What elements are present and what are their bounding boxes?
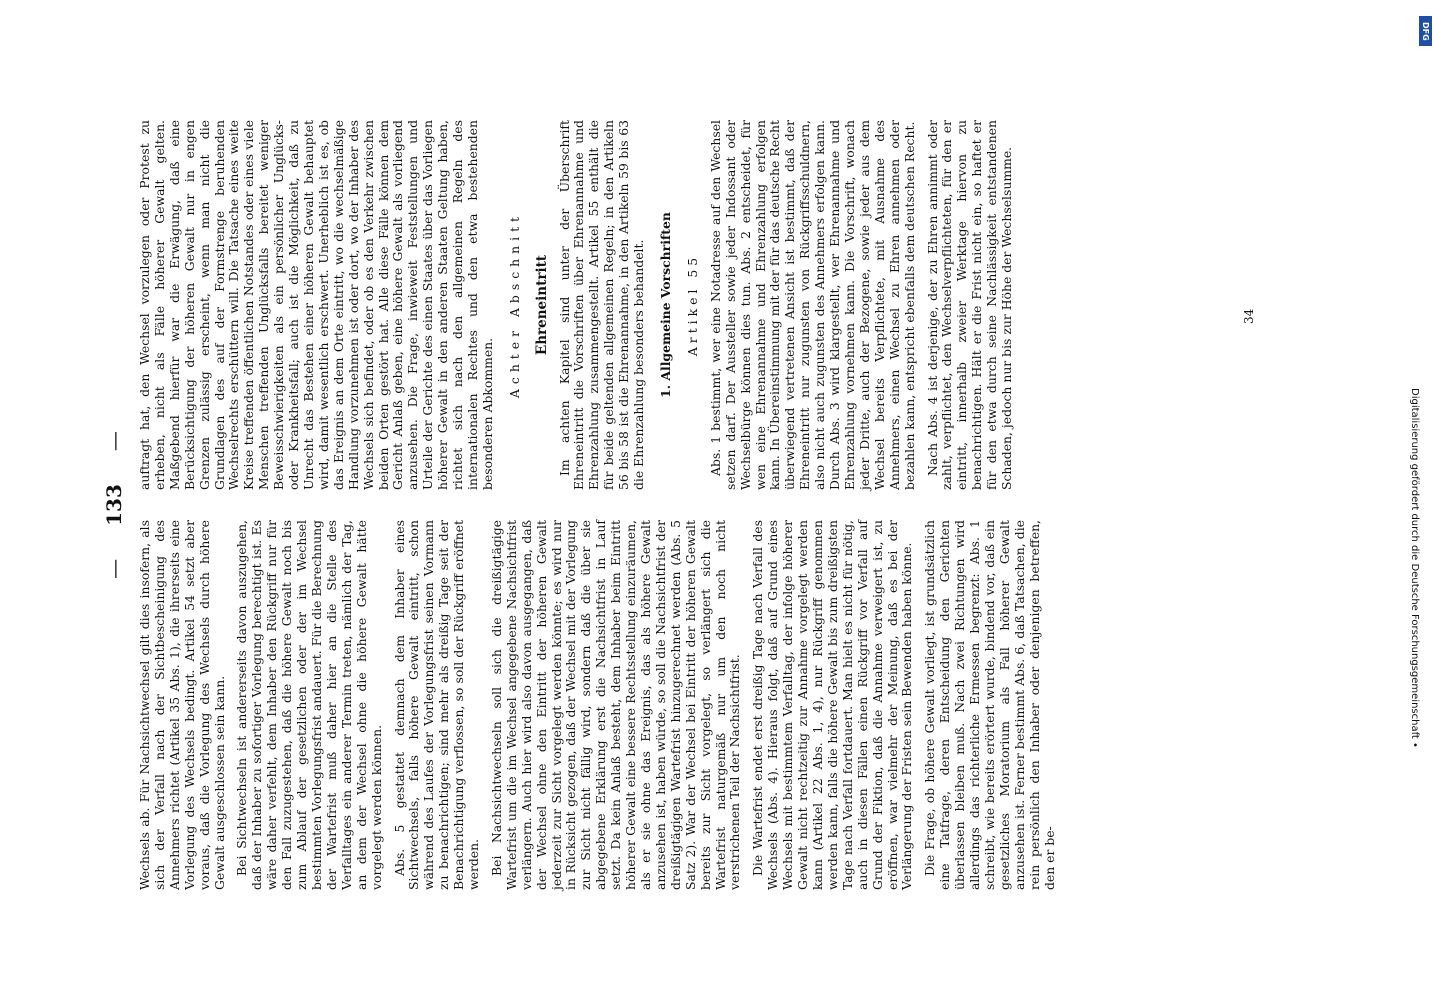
- paragraph: Bei Nachsichtwechseln soll sich die dreißigtägige Wartefrist um die im Wechsel angegebene Nachsichtfrist verlängern. Auch hier wird also davon ausgegangen, daß der Wechsel ohne den Eintritt der höheren Gewalt jederzeit zur Sicht vorgelegt werden könnte; es wird nur in Rücksicht gezogen, daß der Wechsel mit der Vorlegung zur Sicht nicht fällig wird, sondern daß die über sie abgegebene Erklärung erst die Nachsichtfrist in Lauf setzt. Da kein Anlaß besteht, dem Inhaber beim Eintritt höherer Gewalt eine bessere Rechtsstellung einzuräumen, als er sie ohne das Ereignis, das als höhere Gewalt anzusehen ist, haben würde, so soll die Nachsichtfrist der dreißigtägigen Wartefrist hinzugerechnet werden (Abs. 5 Satz 2). War der Wechsel bei Eintritt der höheren Gewalt bereits zur Sicht vorgelegt, so verlängert sich die Wartefrist naturgemäß nur um den noch nicht verstrichenen Teil der Nachsichtfrist.: [488, 520, 743, 890]
- paragraph: Abs. 5 gestattet demnach dem Inhaber eines Sichtwechsels, falls höhere Gewalt eintritt, schon während des Laufes der Vorlegungsfrist seinen Vormann zu benachrichtigen; sind mehr als dreißig Tage seit der Benachrichtigung verflossen, so soll der Rückgriff eröffnet werden.: [391, 520, 482, 890]
- digitization-credit: Digitalisierung gefördert durch die Deutsche Forschungsgemeinschaft •: [1409, 388, 1420, 748]
- article-title: Artikel 55: [684, 253, 700, 357]
- section-subtitle: Ehreneintritt: [533, 254, 550, 356]
- header-dash-left: —: [102, 558, 126, 579]
- page-number: 133: [102, 484, 126, 526]
- footer-folio: 34: [1242, 308, 1256, 324]
- paragraph: Wechsels ab. Für Nachsichtwechsel gilt dies insofern, als sich der Verfall nach der Sichtbescheinigung des Annehmers richtet (Artikel 35 Abs. 1), die ihrerseits eine Vorlegung des Wechsels bedingt. Artikel 54 setzt aber voraus, daß die Vorlegung des Wechsels durch höhere Gewalt ausgeschlossen sein kann.: [137, 520, 227, 890]
- paragraph: Die Frage, ob höhere Gewalt vorliegt, ist grundsätzlich eine Tatfrage, deren Entscheidung den Gerichten überlassen bleiben muß. Nach zwei Richtungen wird allerdings das richterliche Ermessen begrenzt: Abs. 1 schreibt, wie bereits erörtert wurde, bindend vor, daß ein gesetzliches Moratorium als Fall höherer Gewalt anzusehen ist. Ferner bestimmt Abs. 6, daß Tatsachen, die rein persönlich den Inhaber oder denjenigen betreffen, den er be-: [922, 520, 1057, 890]
- paragraph: Abs. 1 bestimmt, wer eine Notadresse auf den Wechsel setzen darf. Der Aussteller sowie jeder Indossant oder Wechselbürge können dies tun. Abs. 2 entscheidet, für wen eine Ehrenannahme und Ehrenzahlung erfolgen kann. In Übereinstimmung mit der für das deutsche Recht überwiegend vertretenen Ansicht ist bestimmt, daß der Ehreneintritt nur zugunsten von Rückgriffsschuldnern, also nicht auch zugunsten des Annehmers erfolgen kann. Durch Abs. 3 wird klargestellt, wer Ehrenannahme und Ehrenzahlung vornehmen kann. Die Vorschrift, wonach jeder Dritte, auch der Bezogene, sowie jeder aus dem Wechsel bereits Verpflichtete, mit Ausnahme des Annehmers, einen Wechsel zu Ehren annehmen oder bezahlen kann, entspricht ebenfalls dem deutschen Recht.: [707, 120, 917, 490]
- paragraph: Nach Abs. 4 ist derjenige, der zu Ehren annimmt oder zahlt, verpflichtet, den Wechselverpflichteten, für den er eintritt, innerhalb zweier Werktage hiervon zu benachrichtigen. Hält er die Frist nicht ein, so haftet er für den etwa durch seine Nachlässigkeit entstandenen Schaden, jedoch nur bis zur Höhe der Wechselsumme.: [924, 120, 1015, 490]
- section-title: Achter Abschnitt: [506, 211, 522, 399]
- header-dash-right: —: [102, 431, 126, 452]
- page-header: [102, 120, 132, 890]
- paragraph: Die Wartefrist endet erst dreißig Tage nach Verfall des Wechsels (Abs. 4). Hieraus folgt, daß auf Grund eines Wechsels mit bestimmtem Verfalltag, der infolge höherer Gewalt nicht rechtzeitig zur Annahme vorgelegt werden kann (Artikel 22 Abs. 1, 4), nur Rückgriff genommen werden kann, falls die höhere Gewalt bis zum dreißigsten Tage nach Verfall fortdauert. Man hielt es nicht für nötig, auch in diesen Fällen einen Rückgriff vor Verfall auf Grund der Fiktion, daß die Annahme verweigert ist, zu eröffnen, war vielmehr der Meinung, daß es bei der Verlängerung der Fristen sein Bewenden haben könne.: [750, 520, 915, 890]
- paragraph: auftragt hat, den Wechsel vorzulegen oder Protest zu erheben, nicht als Fälle höherer Gewalt gelten. Maßgebend hierfür war die Erwägung, daß eine Berücksichtigung der höheren Gewalt nur in engen Grenzen zulässig erscheint, wenn man nicht die Grundlagen des auf der Formstrenge beruhenden Wechselrechts erschüttern will. Die Tatsache eines weite Kreise treffenden öffentlichen Notstandes oder eines viele Menschen treffenden Unglücksfalls bereitet weniger Beweisschwierigkeiten als ein persönlicher Unglücks- oder Krankheitsfall; auch ist die Möglichkeit, daß zu Unrecht das Bestehen einer höheren Gewalt behauptet wird, damit wesentlich erschwert. Unerheblich ist es, ob das Ereignis an dem Orte eintritt, wo die wechselmäßige Handlung vorzunehmen ist oder dort, wo der Inhaber des Wechsels sich befindet, oder ob es den Verkehr zwischen beiden Orten gestört hat. Alle diese Fälle können dem Gericht Anlaß geben, eine höhere Gewalt als vorliegend anzusehen. Die Frage, inwieweit Feststellungen und Urteile der Gerichte des einen Staates über das Vorliegen höherer Gewalt in den anderen Staaten Geltung haben, richtet sich nach den allgemeinen Regeln des internationalen Rechtes und den etwa bestehenden besonderen Abkommen.: [137, 120, 495, 490]
- paragraph: Bei Sichtwechseln ist andererseits davon auszugehen, daß der Inhaber zu sofortiger Vorlegung berechtigt ist. Es wäre daher verfehlt, dem Inhaber den Rückgriff nur für den Fall zuzugestehen, daß die höhere Gewalt noch bis zum Ablauf der gesetzlichen oder der im Wechsel bestimmten Vorlegungsfrist andauert. Für die Berechnung der Wartefrist muß daher hier an die Stelle des Verfalltages ein anderer Termin treten, nämlich der Tag, an dem der Wechsel ohne die höhere Gewalt hätte vorgelegt werden können.: [234, 520, 384, 890]
- left-text-column: [138, 520, 1057, 890]
- right-text-column: [138, 120, 1015, 490]
- digitization-credit-strip: [1409, 8, 1434, 992]
- sub-heading: 1. Allgemeine Vorschriften: [658, 212, 673, 398]
- paragraph: Im achten Kapitel sind unter der Überschrift Ehreneintritt die Vorschriften über Ehrenannahme und Ehrenzahlung zusammengestellt. Artikel 55 enthält die für beide geltenden allgemeinen Regeln; in den Artikeln 56 bis 58 ist die Ehrenannahme, in den Artikeln 59 bis 63 die Ehrenzahlung besonders behandelt.: [556, 120, 647, 490]
- rotated-page-content: [102, 120, 1282, 890]
- dfg-logo: DFG: [1419, 16, 1432, 46]
